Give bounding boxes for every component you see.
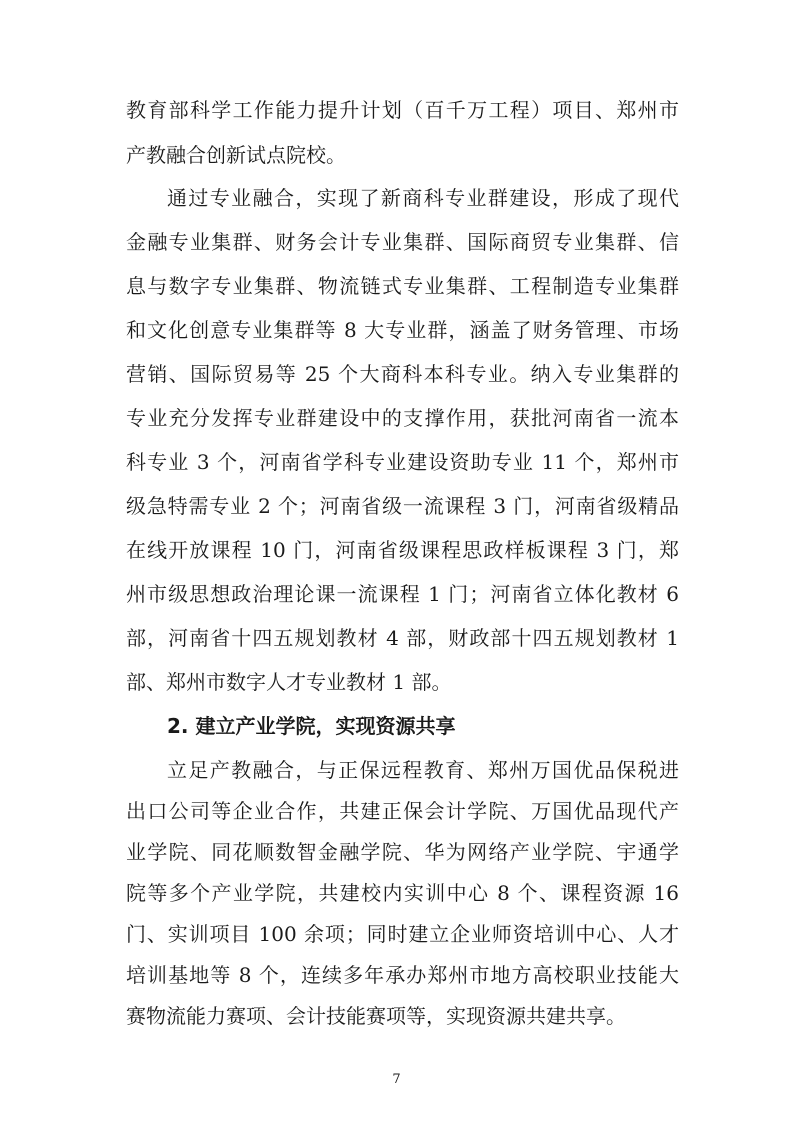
paragraph-2-line-2: 金融专业集群、财务会计专业集群、国际商贸专业集群、信: [126, 230, 679, 254]
section-heading: 2. 建立产业学院，实现资源共享: [167, 714, 456, 738]
paragraph-3-line-3: 业学院、同花顺数智金融学院、华为网络产业学院、宇通学: [126, 840, 679, 864]
paragraph-2-line-4: 和文化创意专业集群等 8 大专业群，涵盖了财务管理、市场: [126, 318, 679, 342]
paragraph-2-line-9: 在线开放课程 10 门，河南省级课程思政样板课程 3 门，郑: [126, 538, 679, 562]
paragraph-3-line-4: 院等多个产业学院，共建校内实训中心 8 个、课程资源 16: [126, 881, 679, 905]
paragraph-2-line-6: 专业充分发挥专业群建设中的支撑作用，获批河南省一流本: [126, 406, 679, 430]
paragraph-1-line-1: 教育部科学工作能力提升计划（百千万工程）项目、郑州市: [126, 98, 679, 122]
paragraph-2-line-3: 息与数字专业集群、物流链式专业集群、工程制造专业集群: [126, 274, 679, 298]
paragraph-2-line-5: 营销、国际贸易等 25 个大商科本科专业。纳入专业集群的: [126, 362, 679, 386]
paragraph-2-line-7: 科专业 3 个，河南省学科专业建设资助专业 11 个，郑州市: [126, 450, 679, 474]
paragraph-2-line-8: 级急特需专业 2 个；河南省级一流课程 3 门，河南省级精品: [126, 494, 679, 518]
paragraph-3-line-7: 赛物流能力赛项、会计技能赛项等，实现资源共建共享。: [126, 1004, 626, 1028]
paragraph-2-line-10: 州市级思想政治理论课一流课程 1 门；河南省立体化教材 6: [126, 582, 679, 606]
paragraph-1-line-2: 产教融合创新试点院校。: [126, 143, 346, 167]
paragraph-3-line-6: 培训基地等 8 个，连续多年承办郑州市地方高校职业技能大: [126, 963, 679, 987]
paragraph-3-line-2: 出口公司等企业合作，共建正保会计学院、万国优品现代产: [126, 799, 679, 823]
paragraph-2-line-11: 部，河南省十四五规划教材 4 部，财政部十四五规划教材 1: [126, 626, 679, 650]
page-number: 7: [392, 1072, 401, 1087]
paragraph-3-line-5: 门、实训项目 100 余项；同时建立企业师资培训中心、人才: [126, 922, 679, 946]
paragraph-2-line-12: 部、郑州市数字人才专业教材 1 部。: [126, 670, 452, 694]
paragraph-2-line-1: 通过专业融合，实现了新商科专业群建设，形成了现代: [167, 186, 679, 210]
paragraph-3-line-1: 立足产教融合，与正保远程教育、郑州万国优品保税进: [167, 758, 679, 782]
